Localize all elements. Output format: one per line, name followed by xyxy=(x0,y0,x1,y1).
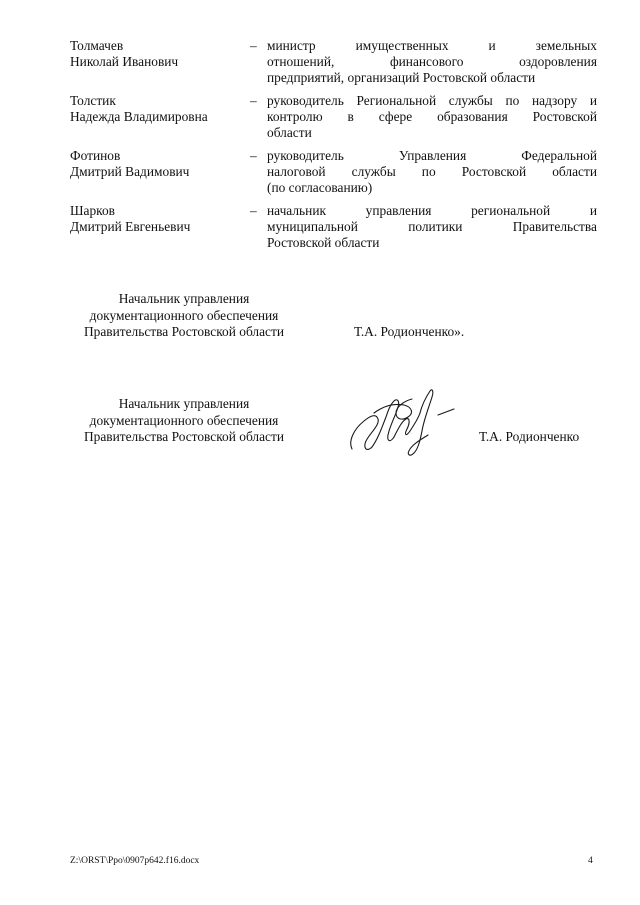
page-number: 4 xyxy=(588,856,593,866)
member-name xyxy=(70,148,245,180)
member-role xyxy=(267,93,597,141)
handwritten-signature xyxy=(340,383,460,463)
member-given-names: Надежда Владимировна xyxy=(70,109,208,124)
member-entry xyxy=(70,148,597,198)
member-entry xyxy=(70,93,597,143)
member-surname: Толмачев xyxy=(70,38,124,53)
member-surname: Фотинов xyxy=(70,148,121,163)
signature-block-final xyxy=(70,396,600,448)
position-line: документационного обеспечения xyxy=(89,412,279,428)
role-line: предприятий, организаций Ростовской области xyxy=(267,70,536,85)
footer-file-path: Z:\ORST\Ppo\0907p642.f16.docx xyxy=(70,856,200,866)
role-line: начальник управления региональной и xyxy=(267,203,597,218)
role-line: области xyxy=(267,125,312,140)
member-given-names: Николай Иванович xyxy=(70,54,179,69)
role-line: налоговой службы по Ростовской области xyxy=(267,164,597,179)
member-entry xyxy=(70,38,597,88)
position-line: Правительства Ростовской области xyxy=(83,324,285,339)
dash-separator: – xyxy=(250,148,257,163)
member-role xyxy=(267,38,597,86)
member-surname: Толстик xyxy=(70,93,116,108)
dash-separator: – xyxy=(250,93,257,108)
dash-separator: – xyxy=(250,38,257,53)
member-name xyxy=(70,203,245,235)
role-line: руководитель Управления Федеральной xyxy=(267,148,597,163)
role-line: Ростовской области xyxy=(267,235,380,250)
member-role xyxy=(267,203,597,251)
signatory-name: Т.А. Родионченко xyxy=(479,429,580,444)
role-line: отношений, финансового оздоровления xyxy=(267,54,597,69)
role-line: муниципальной политики Правительства xyxy=(267,219,597,234)
role-line: (по согласованию) xyxy=(267,180,373,195)
signatory-position xyxy=(70,291,298,341)
member-name xyxy=(70,93,245,125)
member-name xyxy=(70,38,245,70)
role-line: контролю в сфере образования Ростовской xyxy=(267,109,597,124)
position-line: Начальник управления xyxy=(118,291,250,306)
member-entry xyxy=(70,203,597,253)
signatory-name: Т.А. Родионченко». xyxy=(354,324,465,339)
role-line: министр имущественных и земельных xyxy=(267,38,597,53)
position-line: Правительства Ростовской области xyxy=(83,429,285,444)
position-line: документационного обеспечения xyxy=(89,307,279,323)
signatory-position xyxy=(70,396,298,446)
member-role xyxy=(267,148,597,196)
member-given-names: Дмитрий Вадимович xyxy=(70,164,190,179)
member-surname: Шарков xyxy=(70,203,115,218)
dash-separator: – xyxy=(250,203,257,218)
position-line: Начальник управления xyxy=(118,396,250,411)
role-line: руководитель Региональной службы по надзору и xyxy=(267,93,597,108)
member-given-names: Дмитрий Евгеньевич xyxy=(70,219,191,234)
signature-block-appendix xyxy=(70,291,600,343)
